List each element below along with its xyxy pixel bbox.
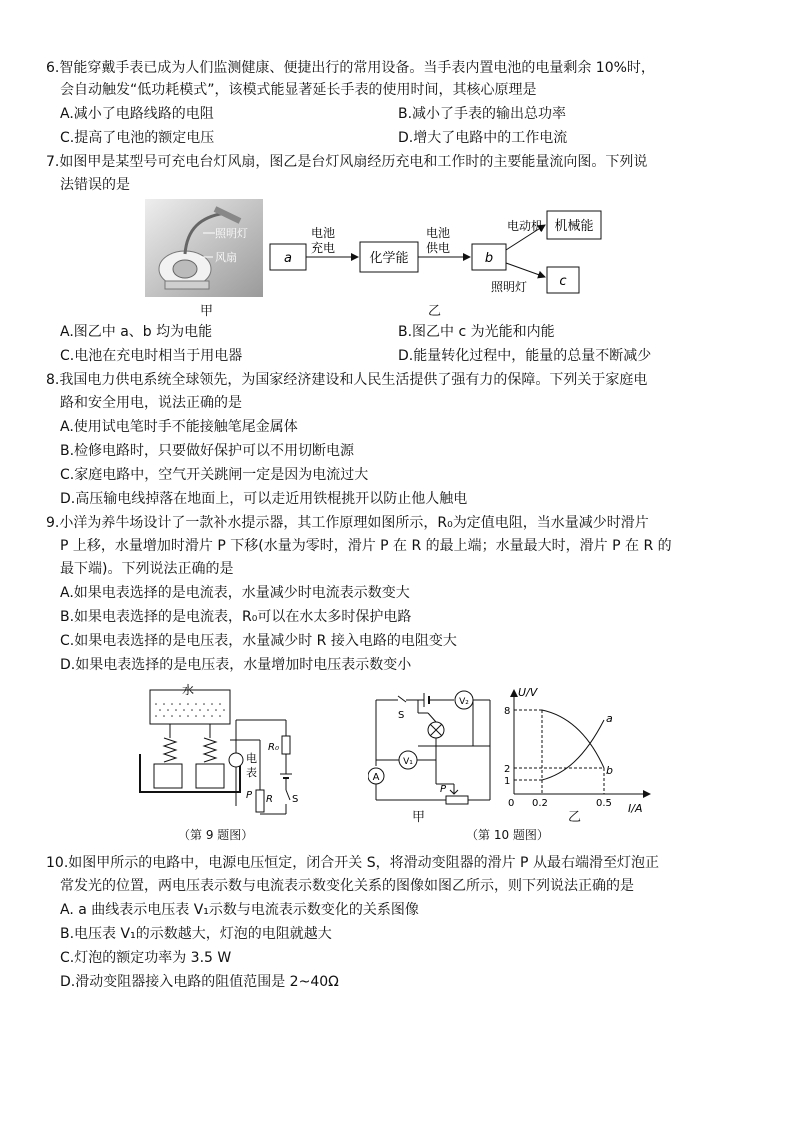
q10-graph-origin: 0 [508,798,515,809]
q7-stem-line1: 7.如图甲是某型号可充电台灯风扇，图乙是台灯风扇经历充电和工作时的主要能量流向图。下列说 [46,154,648,170]
q10-option-d: D.滑动变阻器接入电路的阻值范围是 2~40Ω [60,974,339,990]
q10-graph-curve-b-label: b [606,764,613,777]
q7-option-b: B.图乙中 c 为光能和内能 [398,324,555,340]
q7-box-mechanical: 机械能 [554,219,594,234]
q9-stem-line2: P 上移，水量增加时滑片 P 下移(水量为零时，滑片 P 在 R 的最上端；水量最大时，滑片 P 在 R 的 [60,538,672,554]
q10-option-c: C.灯泡的额定功率为 3.5 W [60,950,232,966]
q10-graph-y2: 2 [504,764,511,775]
q10-v1-label: V₁ [403,757,413,767]
q9-option-a: A.如果电表选择的是电流表，水量减少时电流表示数变大 [60,585,410,601]
q7-photo-lamp-label: 照明灯 [215,227,248,240]
q7-box-b: b [484,251,494,266]
q9-r-label: R [266,794,273,805]
q9-stem-line3: 最下端)。下列说法正确的是 [60,561,234,577]
q6-stem-line1: 6.智能穿戴手表已成为人们监测健康、便捷出行的常用设备。当手表内置电池的电量剩余 10%时， [46,60,655,76]
q9-figure-caption: （第 9 题图） [178,828,254,842]
q10-option-b: B.电压表 V₁的示数越大，灯泡的电阻就越大 [60,926,332,942]
q10-stem-line2: 常发光的位置，两电压表示数与电流表示数变化关系的图像如图乙所示，则下列说法正确的是 [60,878,634,894]
q10-graph-x02: 0.2 [532,798,548,809]
q10-graph-curve-b [542,710,604,768]
q7-motor-label: 电动机 [507,219,544,233]
q8-option-a: A.使用试电笔时手不能接触笔尾金属体 [60,419,298,435]
q9-switch-label: S [292,794,299,805]
q7-charge-label2: 充电 [310,241,336,255]
q6-option-b: B.减小了手表的输出总功率 [398,106,567,122]
q9-r0-label: R₀ [268,742,279,753]
q9-meter-label2: 表 [246,766,257,779]
q7-stem-line2: 法错误的是 [60,177,130,193]
q6-stem-line2: 会自动触发“低功耗模式”，该模式能显著延长手表的使用时间，其核心原理是 [60,82,537,98]
q7-option-d: D.能量转化过程中，能量的总量不断减少 [398,348,652,364]
q9-water-circuit-figure [136,680,308,820]
q8-stem-line1: 8.我国电力供电系统全球领先，为国家经济建设和人民生活提供了强有力的保障。下列关于家庭电 [46,372,648,388]
q10-figure-caption: （第 10 题图） [466,828,549,842]
q8-option-d: D.高压输电线掉落在地面上，可以走近用铁棍挑开以防止他人触电 [60,491,468,507]
q10-graph-y8: 8 [504,706,511,717]
q8-option-b: B.检修电路时，只要做好保护可以不用切断电源 [60,443,355,459]
q10-graph [500,682,660,822]
q9-p-label: P [246,790,253,801]
q9-option-d: D.如果电表选择的是电压表，水量增加时电压表示数变小 [60,657,412,673]
q7-energy-flow-diagram [265,205,605,305]
q6-option-d: D.增大了电路中的工作电流 [398,130,568,146]
q7-supply-label2: 供电 [425,241,451,255]
q8-option-c: C.家庭电路中，空气开关跳闸一定是因为电流过大 [60,467,369,483]
q10-circuit-diagram [368,688,500,818]
q6-option-a: A.减小了电路线路的电阻 [60,106,214,122]
q7-option-c: C.电池在充电时相当于用电器 [60,348,243,364]
q7-box-a: a [284,251,292,266]
q10-stem-line1: 10.如图甲所示的电路中，电源电压恒定，闭合开关 S，将滑动变阻器的滑片 P 从最右端滑至灯泡正 [46,855,659,871]
q7-box-chemical: 化学能 [369,251,409,266]
q9-water-label: 水 [182,683,195,697]
q7-option-a: A.图乙中 a、b 均为电能 [60,324,213,340]
q10-graph-xaxis-label: I/A [628,802,643,815]
q10-p-label: P [440,784,447,795]
q7-photo-fan-label: 风扇 [215,251,237,264]
q9-option-b: B.如果电表选择的是电流表，R₀可以在水太多时保护电路 [60,609,412,625]
q9-option-c: C.如果电表选择的是电压表，水量减少时 R 接入电路的电阻变大 [60,633,457,649]
q10-switch-label: S [398,710,405,721]
q7-supply-label1: 电池 [425,226,451,240]
q9-stem-line1: 9.小洋为养牛场设计了一款补水提示器，其工作原理如图所示，R₀为定值电阻，当水量减少时滑片 [46,515,649,531]
q7-photo-lamp-fan [145,199,263,297]
q10-graph-caption: 乙 [568,810,582,825]
q8-stem-line2: 路和安全用电，说法正确的是 [60,395,242,411]
q10-graph-x05: 0.5 [596,798,612,809]
q10-v2-label: V₂ [459,697,469,707]
q10-graph-y1: 1 [504,776,511,787]
q10-graph-yaxis-label: U/V [518,686,538,699]
q6-option-c: C.提高了电池的额定电压 [60,130,215,146]
q10-ammeter-label: A [372,772,380,783]
q7-charge-label1: 电池 [310,226,336,240]
q10-circuit-caption: 甲 [412,810,426,825]
q7-flow-caption: 乙 [428,304,442,319]
q7-box-c: c [559,274,567,289]
q7-lamp-label: 照明灯 [491,280,528,294]
q10-graph-curve-a-label: a [606,712,613,725]
q7-photo-caption: 甲 [200,304,214,319]
q10-option-a: A. a 曲线表示电压表 V₁示数与电流表示数变化的关系图像 [60,902,419,918]
q9-meter-label1: 电 [246,752,257,765]
